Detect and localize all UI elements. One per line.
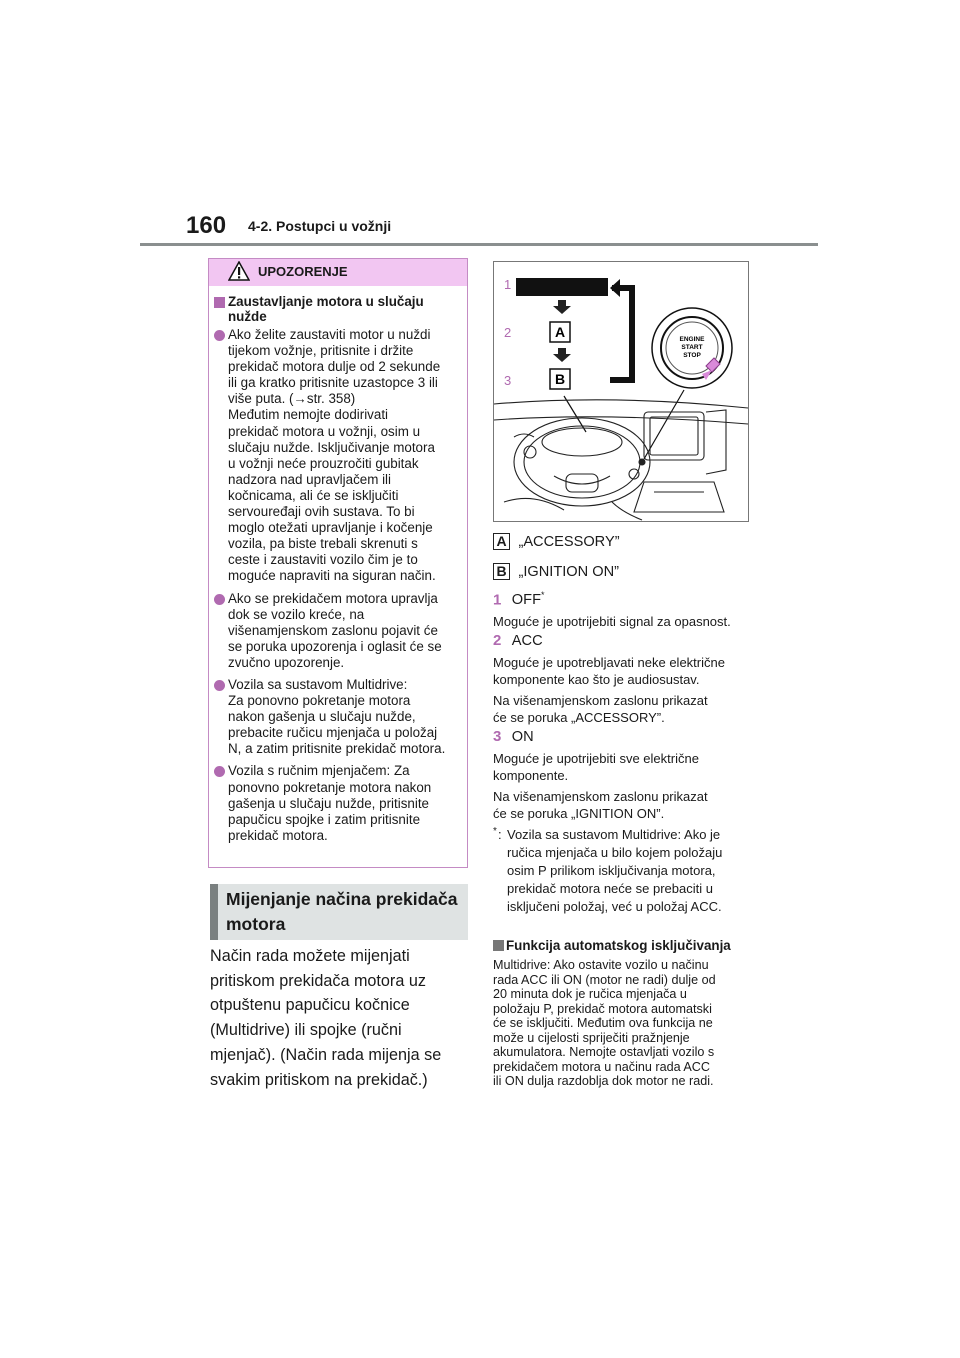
line: akumulatora. Nemojte ostavljati vozilo s (493, 1045, 715, 1059)
mode-on (493, 728, 755, 822)
dashboard-lineart (494, 400, 748, 520)
line: komponente kao što je audiosustav. (493, 672, 700, 687)
mode-b-text: „IGNITION ON” (518, 564, 619, 580)
round-bullet-icon (214, 330, 225, 341)
line: (Multidrive) ili spojke (ručni (210, 1021, 402, 1040)
footnote (493, 826, 755, 916)
line: ili ON dulja razdoblja dok motor ne radi. (493, 1074, 714, 1088)
line: papučicu spojke i zatim pritisnite (228, 811, 421, 827)
line: se poruka upozorenja i oglasit će se (228, 638, 442, 654)
line: Ako želite zaustaviti motor u nuždi (228, 327, 431, 342)
warning-title: UPOZORENJE (258, 264, 348, 279)
mode-name: OFF (511, 592, 541, 609)
line: nakon gašenja u slučaju nužde, (228, 709, 416, 725)
footnote-mark: * (493, 826, 497, 837)
mode-number: 2 (493, 632, 502, 649)
warning-heading (214, 294, 464, 324)
line: Vozila sa sustavom Multidrive: (228, 676, 408, 692)
mode-desc (493, 654, 755, 688)
section-heading: Mijenjanje načina prekidača motora (226, 889, 458, 934)
warning-item (214, 591, 466, 671)
line: tijekom vožnje, pritisnite i držite (228, 343, 414, 359)
footnote-text (507, 826, 755, 916)
line: vozila, pa biste trebali skrenuti s (228, 536, 418, 552)
line: ceste i zaustaviti vozilo čim je to (228, 552, 418, 568)
line: ili ga kratko pritisnite uzastopce 3 ili (228, 375, 438, 391)
line: ručica mjenjača u bilo kojem položaju (507, 845, 723, 860)
line: zvučno upozorenje. (228, 654, 345, 670)
section-body (210, 944, 468, 1092)
mode-name: ON (511, 729, 534, 745)
button-text-start: START (681, 344, 703, 351)
mode-off (493, 590, 755, 630)
line: osim P prilikom isključivanja motora, (507, 863, 716, 878)
mode-label-1: 1 (504, 277, 512, 292)
mode-number: 1 (493, 591, 502, 609)
line: će se poruka „IGNITION ON”. (493, 806, 665, 821)
round-bullet-icon (214, 680, 225, 691)
line: više puta. (→str. 358) (228, 391, 356, 407)
line: Moguće je upotrebljavati neke električne (493, 655, 725, 670)
dashboard-drawing (494, 262, 748, 521)
line: prekidač motora neće se prebaciti u (507, 881, 713, 896)
line: dok se vozilo kreće, na (228, 606, 365, 622)
line: prekidač motora. (228, 827, 328, 843)
line: Na višenamjenskom zaslonu prikazat (493, 789, 708, 804)
line: kočnicama, ali će se isključiti (228, 487, 399, 503)
footnote-colon: : (498, 827, 502, 842)
warning-item-text (228, 591, 466, 671)
line: u vožnji neće prouzročiti gubitak (228, 455, 419, 471)
line: moglo otežati upravljanje i kočenje (228, 520, 433, 536)
auto-off-section (493, 938, 755, 1089)
footnote-ref: * (540, 590, 545, 600)
warning-item (214, 763, 466, 843)
warning-item (214, 677, 466, 757)
mode-desc (493, 692, 755, 726)
line: komponente. (493, 768, 569, 783)
page-number: 160 (186, 212, 227, 239)
header-rule (140, 243, 818, 246)
auto-off-body (493, 958, 755, 1089)
mode-name: ACC (511, 633, 543, 649)
line: Za ponovno pokretanje motora (228, 693, 411, 709)
line: Na višenamjenskom zaslonu prikazat (493, 693, 708, 708)
warning-item (214, 327, 466, 585)
arrow-head-icon (610, 279, 620, 297)
line: Vozila s ručnim mjenjačem: Za (228, 763, 410, 779)
line: N, a zatim pritisnite prekidač motora. (228, 741, 446, 757)
auto-off-heading-row (493, 938, 755, 954)
button-text-stop: STOP (683, 352, 701, 359)
line: može u cijelosti spriječiti pražnjenje (493, 1030, 690, 1045)
line: Međutim nemojte dodirivati (228, 407, 389, 423)
line: Moguće je upotrijebiti sve električne (493, 751, 699, 766)
line: prekidač motora dulje od 2 sekunde (228, 359, 441, 375)
line: će se poruka „ACCESSORY”. (493, 710, 665, 725)
arrow-down-icon (553, 300, 571, 314)
auto-off-heading: Funkcija automatskog isključivanja (506, 938, 731, 953)
line: isključeni položaj, već u položaj ACC. (507, 899, 722, 914)
line: nadzora nad upravljačem ili (228, 471, 392, 487)
line: pritiskom prekidača motora uz (210, 971, 426, 990)
warning-item-text (228, 677, 466, 757)
chapter-title: 4-2. Postupci u vožnji (248, 218, 392, 234)
line: slučaju nužde. Isključivanje motora (228, 439, 435, 455)
tag-a: A (493, 533, 510, 550)
section-heading-bar (210, 884, 218, 940)
line: višenamjenskom zaslonu pojavit će (228, 622, 438, 638)
line: 20 minuta dok je ručica mjenjača u (493, 987, 687, 1001)
line: gašenja u slučaju nužde, pritisnite (228, 795, 429, 811)
square-bullet-icon (214, 297, 225, 308)
mode-label-2: 2 (504, 325, 512, 340)
mode-a-text: „ACCESSORY” (518, 534, 620, 550)
line: položaju P, prekidač motora automatski (493, 1001, 712, 1016)
warning-item-text (228, 763, 466, 843)
line: će se isključiti. Međutim ova funkcija ne (493, 1016, 713, 1030)
return-arrow (610, 288, 632, 380)
mode-label-3: 3 (504, 373, 512, 388)
line: rada ACC ili ON (motor ne radi) dulje od (493, 972, 716, 987)
mode-a-row (493, 533, 753, 551)
mode-b-row (493, 563, 753, 581)
round-bullet-icon (214, 594, 225, 605)
line: otpuštenu papučicu kočnice (210, 996, 410, 1015)
warning-triangle-icon (228, 261, 250, 281)
mode-desc (493, 788, 755, 822)
line: prekidačem motora u načinu rada ACC (493, 1059, 711, 1074)
button-text-engine: ENGINE (679, 336, 705, 343)
mode-desc: Moguće je upotrijebiti signal za opasnost. (493, 614, 731, 630)
arrow-down-icon (553, 348, 571, 362)
line: Vozila sa sustavom Multidrive: Ako je (507, 827, 721, 842)
line: prebacite ručicu mjenjača u položaj (228, 725, 438, 741)
warning-heading-text: Zaustavljanje motora u slučaju nužde (228, 294, 424, 324)
line: moguće napraviti na siguran način. (228, 568, 436, 584)
line: ponovno pokretanje motora nakon (228, 779, 432, 795)
line: Multidrive: Ako ostavite vozilo u načinu (493, 958, 709, 972)
box-b-label: B (554, 371, 566, 387)
line: svakim pritiskom na prekidač.) (210, 1070, 428, 1089)
off-bar (516, 278, 608, 296)
dashboard-illustration (493, 261, 749, 522)
line: Način rada možete mijenjati (210, 947, 410, 965)
line: mjenjač). (Način rada mijenja se (210, 1045, 442, 1064)
mode-acc (493, 632, 755, 726)
round-bullet-icon (214, 766, 225, 777)
line: Ako se prekidačem motora upravlja (228, 590, 438, 606)
tag-b: B (493, 563, 510, 580)
mode-desc (493, 750, 755, 784)
warning-item-text (228, 327, 466, 585)
box-a-label: A (554, 324, 566, 340)
square-bullet-icon (493, 940, 504, 951)
mode-number: 3 (493, 728, 502, 745)
line: prekidač motora u vožnji, osim u (228, 423, 421, 439)
line: servouređaji ovih sustava. To bi (228, 504, 415, 520)
warning-list (214, 327, 466, 844)
